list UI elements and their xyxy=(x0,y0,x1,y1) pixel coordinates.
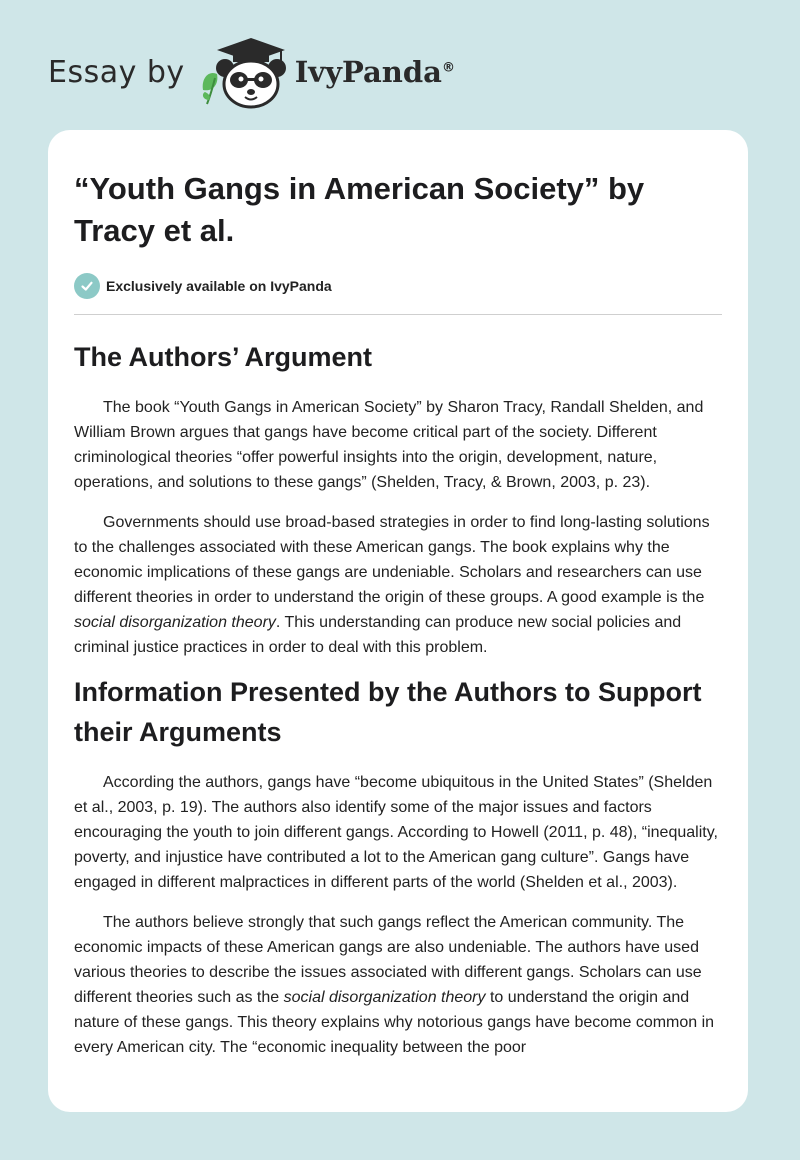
section-heading: Information Presented by the Authors to Support their Arguments xyxy=(74,677,702,747)
paragraph: The authors believe strongly that such gangs reflect the American community. The economic impacts of these American gangs are also undeniable. The authors have used various theories to describe the issues associated with different gangs. Scholars can use different theories such as the social disorganization theory to understand the origin and nature of these gangs. This theory explains why notorious gangs have become common in every American city. The “economic inequality between the poor xyxy=(74,914,715,1056)
panda-logo-icon xyxy=(199,34,291,110)
article-title: “Youth Gangs in American Society” by Tracy et al. xyxy=(74,171,645,248)
brand-header[interactable] xyxy=(48,34,455,110)
paragraph: The book “Youth Gangs in American Society” by Sharon Tracy, Randall Shelden, and William Brown argues that gangs have become critical part of the society. Different criminological theories “offer powerful insights into the origin, development, nature, operations, and solutions to these gangs” (Shelden, Tracy, & Brown, 2003, p. 23). xyxy=(74,399,704,491)
brand-name: IvyPanda® xyxy=(294,55,455,89)
emphasis: social disorganization theory xyxy=(283,989,486,1006)
brand-prefix: Essay by xyxy=(48,54,185,90)
exclusive-badge xyxy=(74,272,722,300)
paragraph: According the authors, gangs have “become ubiquitous in the United States” (Shelden et al., 2003, p. 19). The authors also identify some of the major issues and factors encouraging the youth to join different gangs. According to Howell (2011, p. 48), “inequality, poverty, and injustice have contributed a lot to the American gang culture”. Gangs have engaged in different malpractices in different parts of the world (Shelden et al., 2003). xyxy=(74,774,718,891)
divider xyxy=(74,314,722,315)
exclusive-text: Exclusively available on IvyPanda xyxy=(106,278,332,294)
section-heading: The Authors’ Argument xyxy=(74,342,373,372)
article-card xyxy=(48,130,748,1112)
check-icon xyxy=(74,273,100,299)
paragraph: Governments should use broad-based strategies in order to find long-lasting solutions to the challenges associated with these American gangs. The book explains why the economic implications of these gangs are undeniable. Scholars and researchers can use different theories in order to understand the origin of these groups. A good example is the social disorganization theory. This understanding can produce new social policies and criminal justice practices in order to deal with this problem. xyxy=(74,514,710,656)
emphasis: social disorganization theory xyxy=(74,614,276,631)
